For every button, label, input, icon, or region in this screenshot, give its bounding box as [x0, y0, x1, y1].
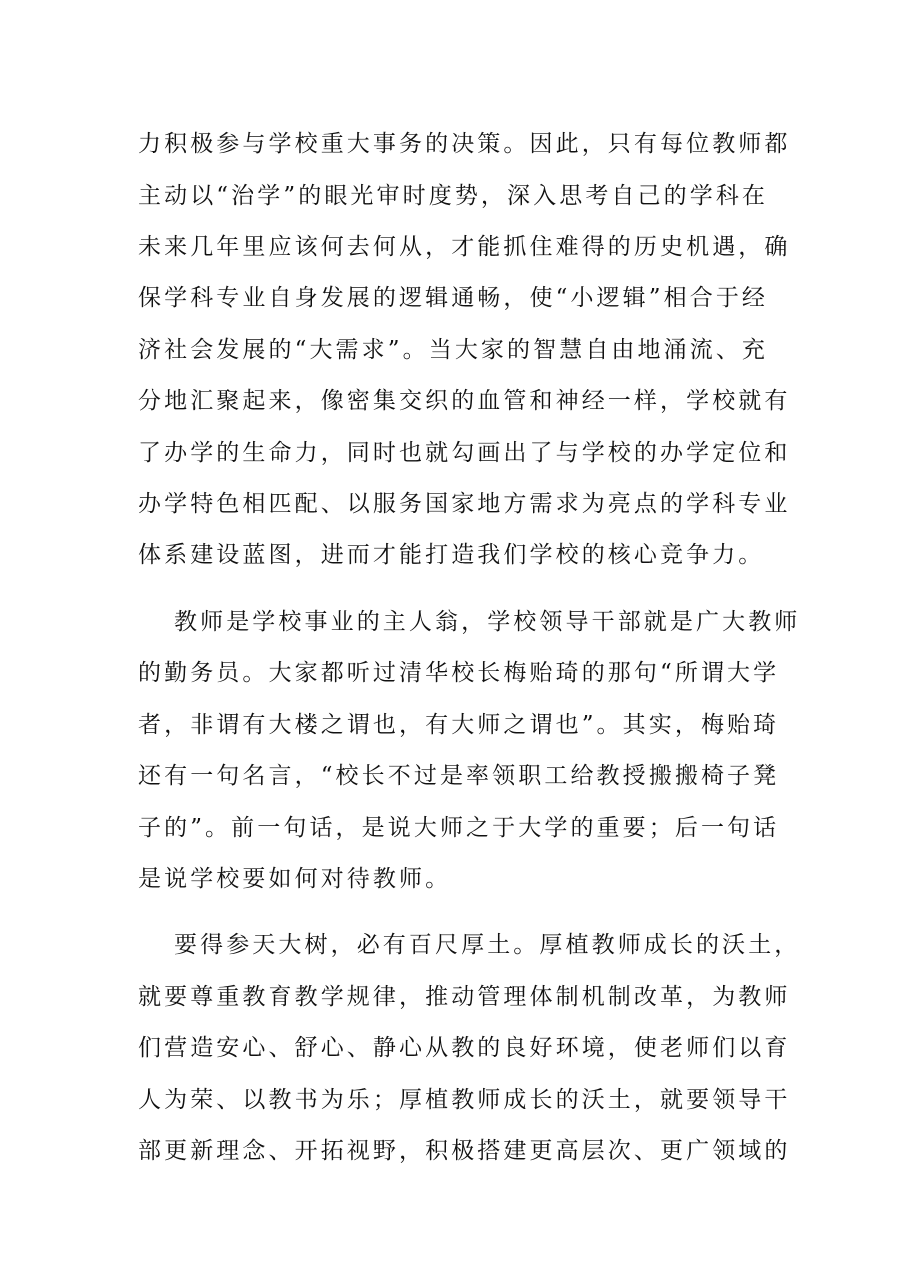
paragraph-1-line-7: 了办学的生命力，同时也就勾画出了与学校的办学定位和	[138, 440, 791, 466]
paragraph-2-line-2: 的勤务员。大家都听过清华校长梅贻琦的那句“所谓大学	[138, 660, 780, 686]
paragraph-1-line-2: 主动以“治学”的眼光审时度势，深入思考自己的学科在	[138, 183, 769, 209]
paragraph-3-line-2: 就要尊重教育教学规律，推动管理体制机制改革，为教师	[138, 984, 791, 1010]
paragraph-1-line-5: 济社会发展的“大需求”。当大家的智慧自由地涌流、充	[138, 337, 769, 363]
paragraph-2-line-1: 教师是学校事业的主人翁，学校领导干部就是广大教师	[174, 609, 801, 635]
paragraph-1-line-8: 办学特色相匹配、以服务国家地方需求为亮点的学科专业	[138, 491, 791, 517]
paragraph-1-line-1: 力积极参与学校重大事务的决策。因此，只有每位教师都	[138, 131, 791, 157]
paragraph-1-line-3: 未来几年里应该何去何从，才能抓住难得的历史机遇，确	[138, 234, 791, 260]
paragraph-1-line-6: 分地汇聚起来，像密集交织的血管和神经一样，学校就有	[138, 388, 791, 414]
paragraph-2-line-4: 还有一句名言，“校长不过是率领职工给教授搬搬椅子凳	[138, 763, 780, 789]
paragraph-3-line-1: 要得参天大树，必有百尺厚土。厚植教师成长的沃土，	[174, 932, 801, 958]
paragraph-3-line-3: 们营造安心、舒心、静心从教的良好环境，使老师们以育	[138, 1035, 791, 1061]
paragraph-2-line-3: 者，非谓有大楼之谓也，有大师之谓也”。其实，梅贻琦	[138, 712, 780, 738]
paragraph-2-line-6: 是说学校要如何对待教师。	[138, 866, 452, 892]
paragraph-3-line-4: 人为荣、以教书为乐；厚植教师成长的沃土，就要领导干	[138, 1087, 791, 1113]
paragraph-3-line-5: 部更新理念、开拓视野，积极搭建更高层次、更广领域的	[138, 1138, 791, 1164]
paragraph-1-line-9: 体系建设蓝图，进而才能打造我们学校的核心竞争力。	[138, 542, 765, 568]
paragraph-1-line-4: 保学科专业自身发展的逻辑通畅，使“小逻辑”相合于经	[138, 285, 769, 311]
paragraph-2-line-5: 子的”。前一句话，是说大师之于大学的重要；后一句话	[138, 815, 780, 841]
